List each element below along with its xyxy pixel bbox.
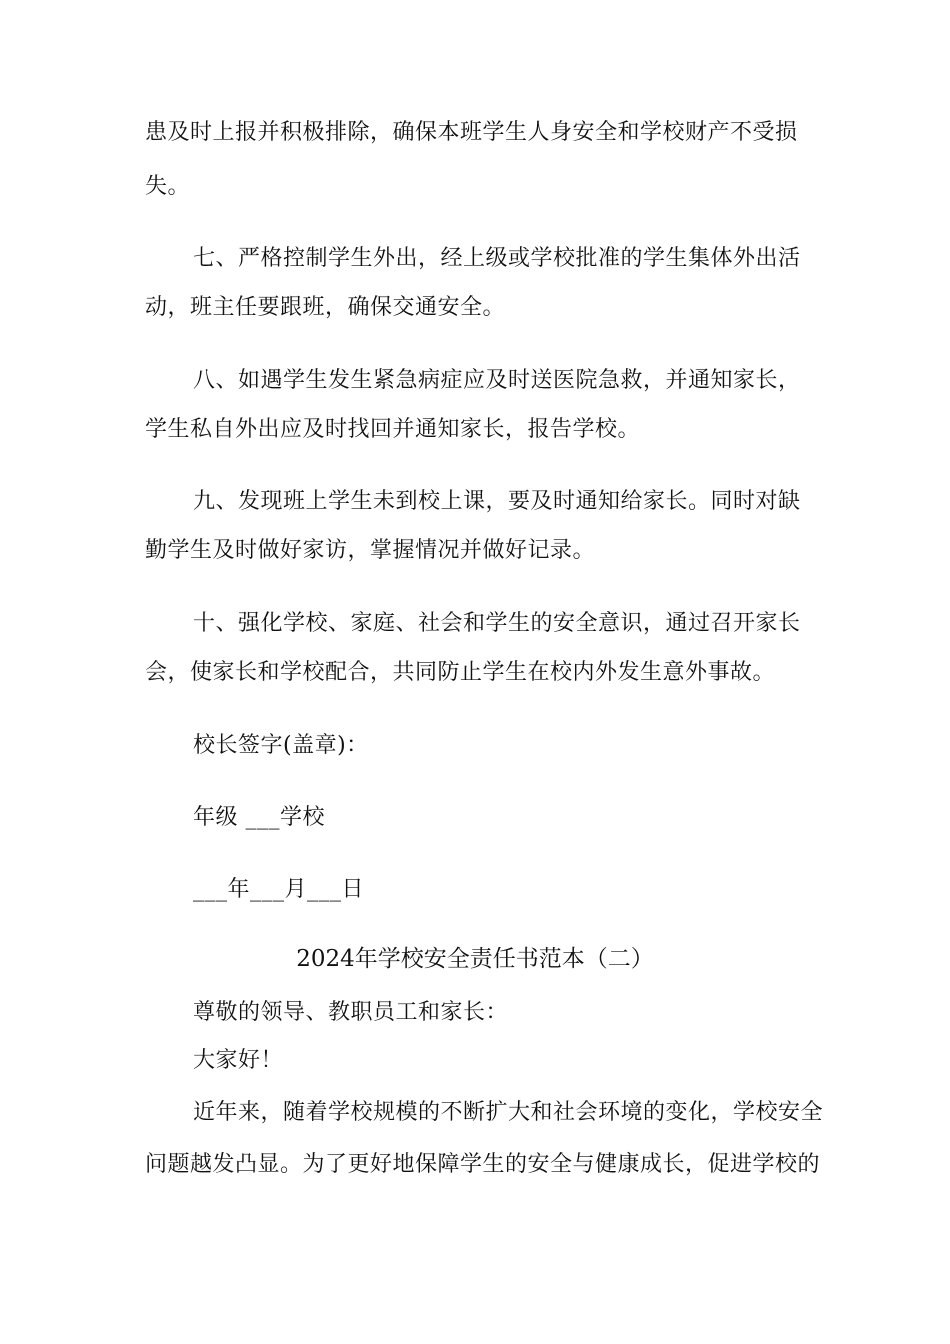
- paragraph-9-line-1: 九、发现班上学生未到校上课，要及时通知给家长。同时对缺: [193, 489, 801, 514]
- intro-line-2: 问题越发凸显。为了更好地保障学生的安全与健康成长，促进学校的: [145, 1152, 821, 1177]
- school-grade-line: 年级 ___学校: [193, 805, 325, 830]
- paragraph-6-line-1: 患及时上报并积极排除，确保本班学生人身安全和学校财产不受损: [145, 120, 798, 145]
- greeting: 大家好！: [193, 1048, 284, 1073]
- paragraph-9-line-2: 勤学生及时做好家访，掌握情况并做好记录。: [145, 538, 596, 563]
- paragraph-7-line-2: 动，班主任要跟班，确保交通安全。: [145, 295, 506, 320]
- paragraph-7-line-1: 七、严格控制学生外出，经上级或学校批准的学生集体外出活: [193, 246, 801, 271]
- date-line: ___年___月___日: [193, 877, 365, 902]
- intro-line-1: 近年来，随着学校规模的不断扩大和社会环境的变化，学校安全: [193, 1100, 824, 1125]
- paragraph-8-line-1: 八、如遇学生发生紧急病症应及时送医院急救，并通知家长，: [193, 368, 801, 393]
- section-title: 2024年学校安全责任书范本（二）: [296, 946, 654, 972]
- paragraph-10-line-1: 十、强化学校、家庭、社会和学生的安全意识，通过召开家长: [193, 611, 801, 636]
- paragraph-6-line-2: 失。: [145, 174, 191, 199]
- paragraph-10-line-2: 会，使家长和学校配合，共同防止学生在校内外发生意外事故。: [145, 660, 776, 685]
- paragraph-8-line-2: 学生私自外出应及时找回并通知家长，报告学校。: [145, 417, 641, 442]
- salutation: 尊敬的领导、教职员工和家长：: [193, 1000, 509, 1025]
- principal-signature: 校长签字(盖章)：: [193, 733, 369, 758]
